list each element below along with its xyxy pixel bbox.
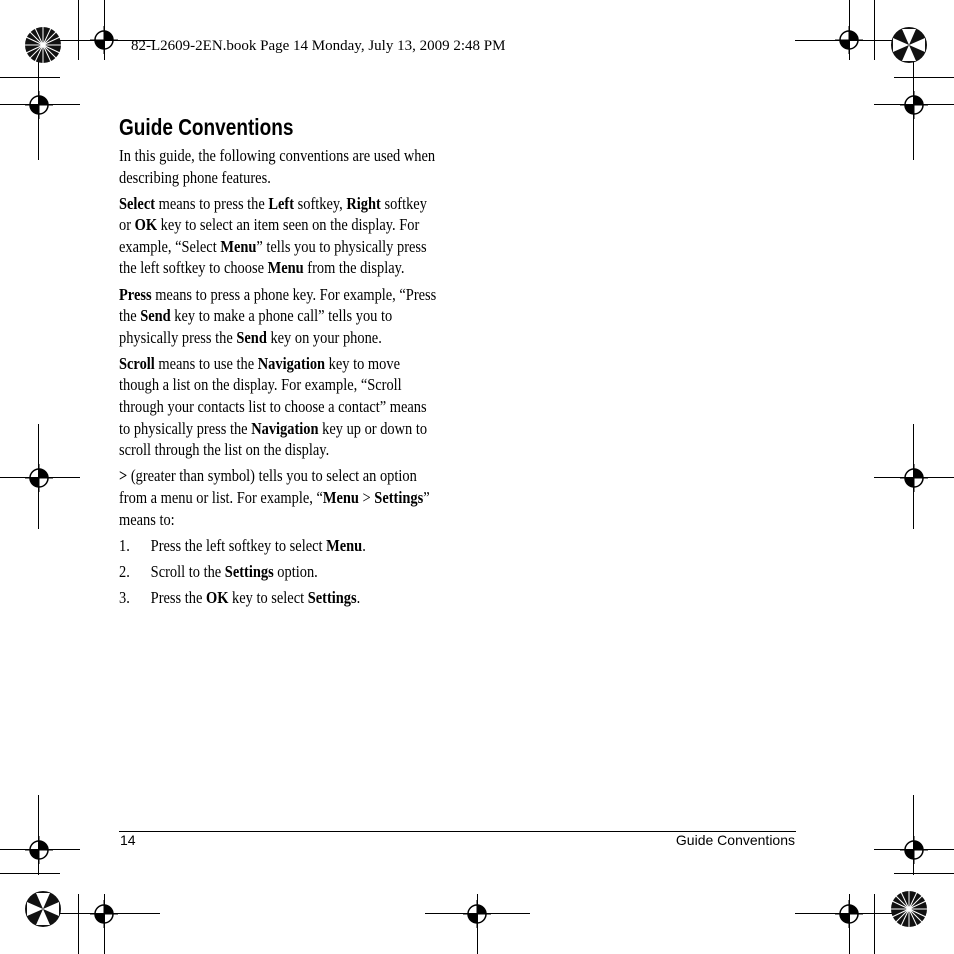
text-run: from the display.	[303, 258, 405, 278]
registration-mark-icon	[90, 26, 118, 54]
menu-name: Menu	[267, 258, 304, 278]
text-run: key up or down to scroll through the list on the display.	[119, 418, 428, 460]
registration-mark-icon	[900, 836, 928, 864]
starburst-mark-icon	[24, 890, 62, 928]
registration-mark-icon	[463, 900, 491, 928]
text-run: softkey or	[119, 193, 427, 235]
menu-name: Menu	[220, 236, 257, 256]
menu-name: Settings	[224, 561, 274, 581]
starburst-mark-icon	[890, 890, 928, 928]
term-greater-than: >	[119, 466, 128, 486]
text-run: ” means to:	[119, 487, 430, 529]
steps-list	[119, 535, 439, 609]
page-number: 14	[120, 832, 136, 848]
text-run: means to press a phone key. For example, “Press the	[119, 284, 437, 326]
term-scroll: Scroll	[119, 353, 155, 373]
text-run: key to select	[228, 587, 308, 607]
registration-mark-icon	[25, 91, 53, 119]
list-item	[119, 587, 439, 609]
key-name: Left	[268, 193, 295, 213]
text-run: .	[362, 535, 366, 555]
term-press: Press	[119, 284, 152, 304]
scroll-paragraph	[119, 353, 439, 461]
registration-mark-icon	[900, 464, 928, 492]
text-run: key on your phone.	[266, 327, 382, 347]
text-run: Press the	[150, 587, 206, 607]
registration-mark-icon	[90, 900, 118, 928]
step-number: 3.	[119, 587, 130, 607]
key-name: Navigation	[257, 353, 326, 373]
text-run: means to use the	[154, 353, 258, 373]
text-run: (greater than symbol) tells you to select an option from a menu or list. For example, “	[119, 466, 417, 507]
list-item	[119, 535, 439, 557]
text-run: key to move though a list on the display. For example, “Scroll through your contacts list to choose a contact” means to physically press the	[119, 353, 427, 438]
crop-mark	[0, 77, 60, 78]
press-paragraph	[119, 284, 439, 349]
step-number: 1.	[119, 535, 130, 555]
crop-mark	[874, 0, 875, 60]
text-run: option.	[273, 561, 318, 581]
menu-name: Settings	[374, 487, 424, 507]
crop-mark	[78, 0, 79, 60]
text-run: key to make a phone call” tells you to physically press the	[119, 306, 393, 347]
select-paragraph	[119, 193, 439, 279]
starburst-mark-icon	[890, 26, 928, 64]
term-select: Select	[119, 193, 156, 213]
key-name: Send	[236, 327, 267, 347]
key-name: OK	[205, 587, 229, 607]
menu-name: Settings	[307, 587, 357, 607]
step-number: 2.	[119, 561, 130, 581]
content-column	[119, 112, 439, 613]
text-run: Scroll to the	[150, 561, 225, 581]
registration-mark-icon	[835, 26, 863, 54]
starburst-mark-icon	[24, 26, 62, 64]
key-name: Right	[346, 193, 381, 213]
crop-mark	[894, 77, 954, 78]
text-run: Press the left softkey to select	[150, 535, 327, 555]
running-title: Guide Conventions	[675, 832, 795, 848]
registration-mark-icon	[900, 91, 928, 119]
key-name: Send	[140, 306, 171, 326]
text-run: means to press the	[155, 193, 269, 213]
intro-paragraph: In this guide, the following conventions are used when describing phone features.	[119, 146, 436, 187]
greater-than-paragraph	[119, 465, 439, 530]
menu-name: Menu	[322, 487, 359, 507]
key-name: Navigation	[251, 418, 319, 438]
section-title: Guide Conventions	[119, 114, 294, 140]
crop-mark	[0, 873, 60, 874]
crop-mark	[78, 894, 79, 954]
crop-mark	[874, 894, 875, 954]
registration-mark-icon	[835, 900, 863, 928]
list-item	[119, 561, 439, 583]
text-run: softkey,	[294, 193, 347, 213]
registration-mark-icon	[25, 836, 53, 864]
registration-mark-icon	[25, 464, 53, 492]
printer-slug: 82-L2609-2EN.book Page 14 Monday, July 13, 2009 2:48 PM	[131, 38, 506, 54]
menu-name: Menu	[326, 535, 363, 555]
text-run: .	[356, 587, 361, 607]
crop-mark	[894, 873, 954, 874]
text-run: ” tells you to physically press the left softkey to choose	[119, 236, 427, 278]
text-run: >	[358, 487, 375, 507]
text-run: key to select an item seen on the display. For example, “Select	[119, 215, 420, 256]
key-name: OK	[134, 215, 158, 235]
